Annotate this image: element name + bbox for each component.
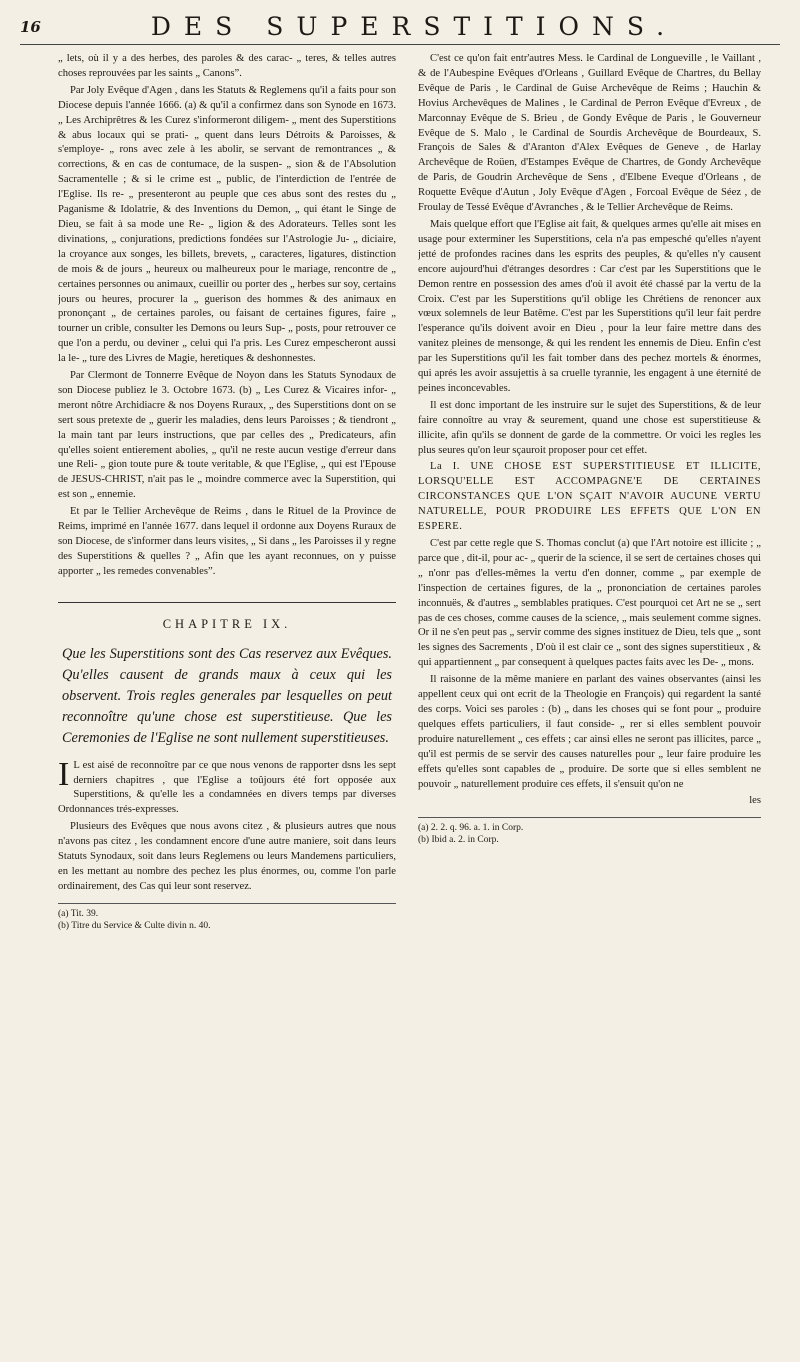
paragraph: C'est ce qu'on fait entr'autres Mess. le Cardinal de Longueville , le Vaillant , & de l'Aubespine Evêques d'Orleans , Guillard Evêque de Chartres, du Bellay Evêque de Paris , le Cardinal de Guise Archevêque de Reims ; Hauchin & Hovius Archevêques de Malines , le Cardinal de Perron Evêque d'Evreux , de Marconnay Evêque de S. Brieu , de Gondy Evêque de Paris , le Gouverneur Evêque de S. Malo , le Cardinal de Sourdis Archevêque de Bourdeaux, S. François de Sales & d'Aranton d'Alex Evêques de Geneve , de Harlay Archevêque de Roüen, d'Estampes Evêque de Chartres, de Gondy Archevêque de Paris, de Goudrin Archevêque de Sens , d'Elbene Eveque d'Orleans , de Roquette Evêque d'Autun , Joly Evêque d'Agen , Forcoal Evêque de Séez , de Froulay de Tessé Evêque d'Avranches , & le Tellier Archevêque de Reims. <box>418 53 761 214</box>
footnotes-right <box>418 817 761 846</box>
footnotes-left <box>58 903 396 932</box>
paragraph: C'est par cette regle que S. Thomas conclut (a) que l'Art notoire est illicite ; „ parce que , dit-il, pour ac- „ querir de la science, il se sert de certaines choses qui „ n'onr pas d'elles-mêmes la vertu d'en donner, comme „ par exemple de l'inspection de certaines figures, de la „ prononciation de certaines paroles inconnuës, & d'autres „ semblables pratiques. C'est pourquoi cet Art ne se „ sert pas de ces choses, comme causes de la science, „ mais seulement comme signes. Or il ne s'en peut pas „ servir comme des signes instituez de Dieu, tels que „ sont les signes des Sacrements , D'où il est clair ce „ sont des signes superstitieux , & qui appartiennent „ par consequent à quelques pactes faits avec les De- „ mons. <box>418 538 761 669</box>
paragraph: Et par le Tellier Archevêque de Reims , dans le Rituel de la Province de Reims, imprimé en l'année 1677. dans lequel il ordonne aux Doyens Ruraux de son Diocese, de s'informer dans leurs visites, „ Si dans „ les Paroisses il y regne des Superstitions & quelles ? „ Afin que les ayant reconnues, on y puisse apporter „ les remedes convenables”. <box>58 506 396 577</box>
paragraph: Plusieurs des Evêques que nous avons citez , & plusieurs autres que nous n'avons pas citez , les condamnent encore d'une autre maniere, soit dans leurs Statuts Synodaux, soit dans leurs Reglemens ou leurs Mandemens particuliers, en les mettant au nombre des pechez les plus énormes, ou, comme l'on parle ordinairement, des Cas qui leur sont reservez. <box>58 821 396 892</box>
chapter-divider <box>58 602 396 603</box>
rule-statement: La I. UNE CHOSE EST SUPERSTITIEUSE ET ILLICITE, LORSQU'ELLE EST ACCOMPAGNE'E DE CERTAINES CIRCONSTANCES QUE L'ON SÇAIT N'AVOIR AUCUNE VERTU NATURELLE, POUR PRODUIRE LES EFFETS QUE L'ON EN ESPERE. <box>418 461 761 533</box>
footnote: (a) Tit. 39. <box>58 908 99 919</box>
paragraph: Il est donc important de les instruire sur le sujet des Superstitions, & de leur faire connoître au vray & seurement, quand une chose est superstitieuse & illicite, afin qu'ils se donnent de garde de la commettre. Or voici les regles les plus seures qu'on leur sçauroit proposer pour cet effet. <box>418 399 761 456</box>
paragraph: Il raisonne de la même maniere en parlant des vaines observantes (ainsi les appellent ceux qui ont ecrit de la Theologie en François) qui regardent la santé des corps. Voici ses paroles : (b) „ dans les choses qui se font pour „ produire quelques effets particuliers, il faut conside- „ rer si elles semblent pouvoir produire naturellement „ ces effets ; car ainsi elles ne seront pas illicites, parce „ qu'il est permis de se servir des causes naturelles pour „ leur faire produire les effets qu'elles sont capables de „ produire. De sorte que si elles semblent ne pouvoir „ naturellement produire ces effets, il s'ensuit qu'on ne <box>418 674 761 790</box>
paragraph: Par Joly Evêque d'Agen , dans les Statuts & Reglemens qu'il a faits pour son Diocese depuis l'année 1666. (a) & qu'il a confirmez dans son Synode en 1673. „ Les Archiprêtres & les Curez s'informeront diligem- „ ment des Superstitions & abus locaux qui se prati- „ quent dans leurs Détroits & Paroisses, & s'employe- „ rons avec zele à les abolir, se servant de remontrances „ & corrections, & en cas de contumace, de la suspen- „ sion & de l'Absolution Sacramentelle ; & si le crime est „ public, de l'interdiction de l'entrée de l'Eglise. Ils re- „ presenteront au peuple que ces abus sont des restes du „ Paganisme & Idolatrie, & des Inventions du Demon, „ qui étant le Singe de Dieu, se fait à sa mode une Re- „ ligion & des Adorateurs. Telles sont les divinations, „ conjurations, predictions fondées sur l'Astrologie Ju- „ diciaire, la croyance aux songes, les billets, brevets, „ caracteres, ligatures, distinction de mois & de jours „ heureux ou malheureux pour le mariage, rencontre de „ certaines personnes ou animaux, cueillir ou porter des „ herbes sur soy, certains jours ou heures, procurer la „ guerison des hommes & des animaux en prononçant „ de certaines paroles, ou faisant de certaines figures, faire „ tourner un crible, consulter les Demons ou leurs Sup- „ posts, pour retrouver ce que l'on a perdu, ou deviner „ celui qui l'a pris. Les Curez empescheront aussi la le- „ ture des Livres de Magie, heretiques & deshonnestes. <box>58 84 396 365</box>
running-head: DES SUPERSTITIONS. <box>150 12 678 41</box>
chapter-title: CHAPITRE IX. <box>162 616 292 631</box>
footnote: (b) Titre du Service & Culte divin n. 40. <box>58 920 211 931</box>
page-number: 16 <box>20 18 41 36</box>
right-column <box>418 52 761 1352</box>
left-column <box>58 52 396 1352</box>
paragraph: Mais quelque effort que l'Eglise ait fait, & quelques armes qu'elle ait mises en usage pour exterminer les Superstitions, cela n'a pas empesché qu'elles n'ayent jetté de profondes racines dans les esprits des peuples, & qu'elles n'y causent encore aujourd'hui d'étranges desordres : Car c'est par les Superstitions que le Demon rentre en possession des ames d'où il avoit été chassé par la vertu de la Croix. C'est par les Superstitions qu'il oblige les Chrétiens de renoncer aux vœux solemnels de leur Batême. C'est par les Superstitions qu'il leur fait perdre l'esperance qu'ils doivent avoir en Dieu , pour la leur faire mettre dans des vanitez pleines de mensonge, & qui les rendent les ennemis de Dieu. Enfin c'est par les Superstitions qu'il les fait tomber dans des pechez mortels & énormes, qui aprés les avoir assujettis à sa cruelle tyrannie, les engagent à une éternité de peines inconcevables. <box>418 218 761 394</box>
paragraph: Par Clermont de Tonnerre Evêque de Noyon dans les Statuts Synodaux de son Diocese publiez le 3. Octobre 1673. (b) „ Les Curez & Vicaires infor- „ meront nôtre Archidiacre & nos Doyens Ruraux, „ des Superstitions dont on se sert sous pretexte de „ guerir les maladies, dens leurs Paroisses ; & tiendront „ la main tant par leurs instructions, que par celles des „ Predicateurs, afin qu'elles soient entierement abolies, „ qu'il ne reste aucun vestige d'erreur dans une Reli- „ gion toute pure & toute veritable, & que l'Eglise, „ qui est l'Epouse de JESUS-CHRIST, n'ait pas le „ moindre commerce avec la Superstition, qui est son „ ennemie. <box>58 370 396 501</box>
chapter-summary: Que les Superstitions sont des Cas reservez aux Evêques. Qu'elles causent de grands maux à ceux qui les observent. Trois regles generales par lesquelles on peut reconnoître qu'une chose est superstitieuse. Que les Ceremonies de l'Eglise ne sont nullement superstitieuses. <box>62 645 392 746</box>
chapter-opening-paragraph: IL est aisé de reconnoître par ce que nous venons de rapporter dsns les sept derniers chapitres , que l'Eglise a toûjours été fort opposée aux Superstitions, & qu'elle les a condamnées en divers temps par diverses Ordonnances trés-expresses. <box>58 755 396 816</box>
page-header <box>20 4 780 45</box>
footnote: (a) 2. 2. q. 96. a. 1. in Corp. <box>418 823 524 834</box>
footnote: (b) Ibid a. 2. in Corp. <box>418 835 499 846</box>
catchword: les <box>749 795 761 807</box>
paragraph: „ lets, où il y a des herbes, des paroles & des carac- „ teres, & telles autres choses reprouvées par les saints „ Canons”. <box>58 53 396 79</box>
